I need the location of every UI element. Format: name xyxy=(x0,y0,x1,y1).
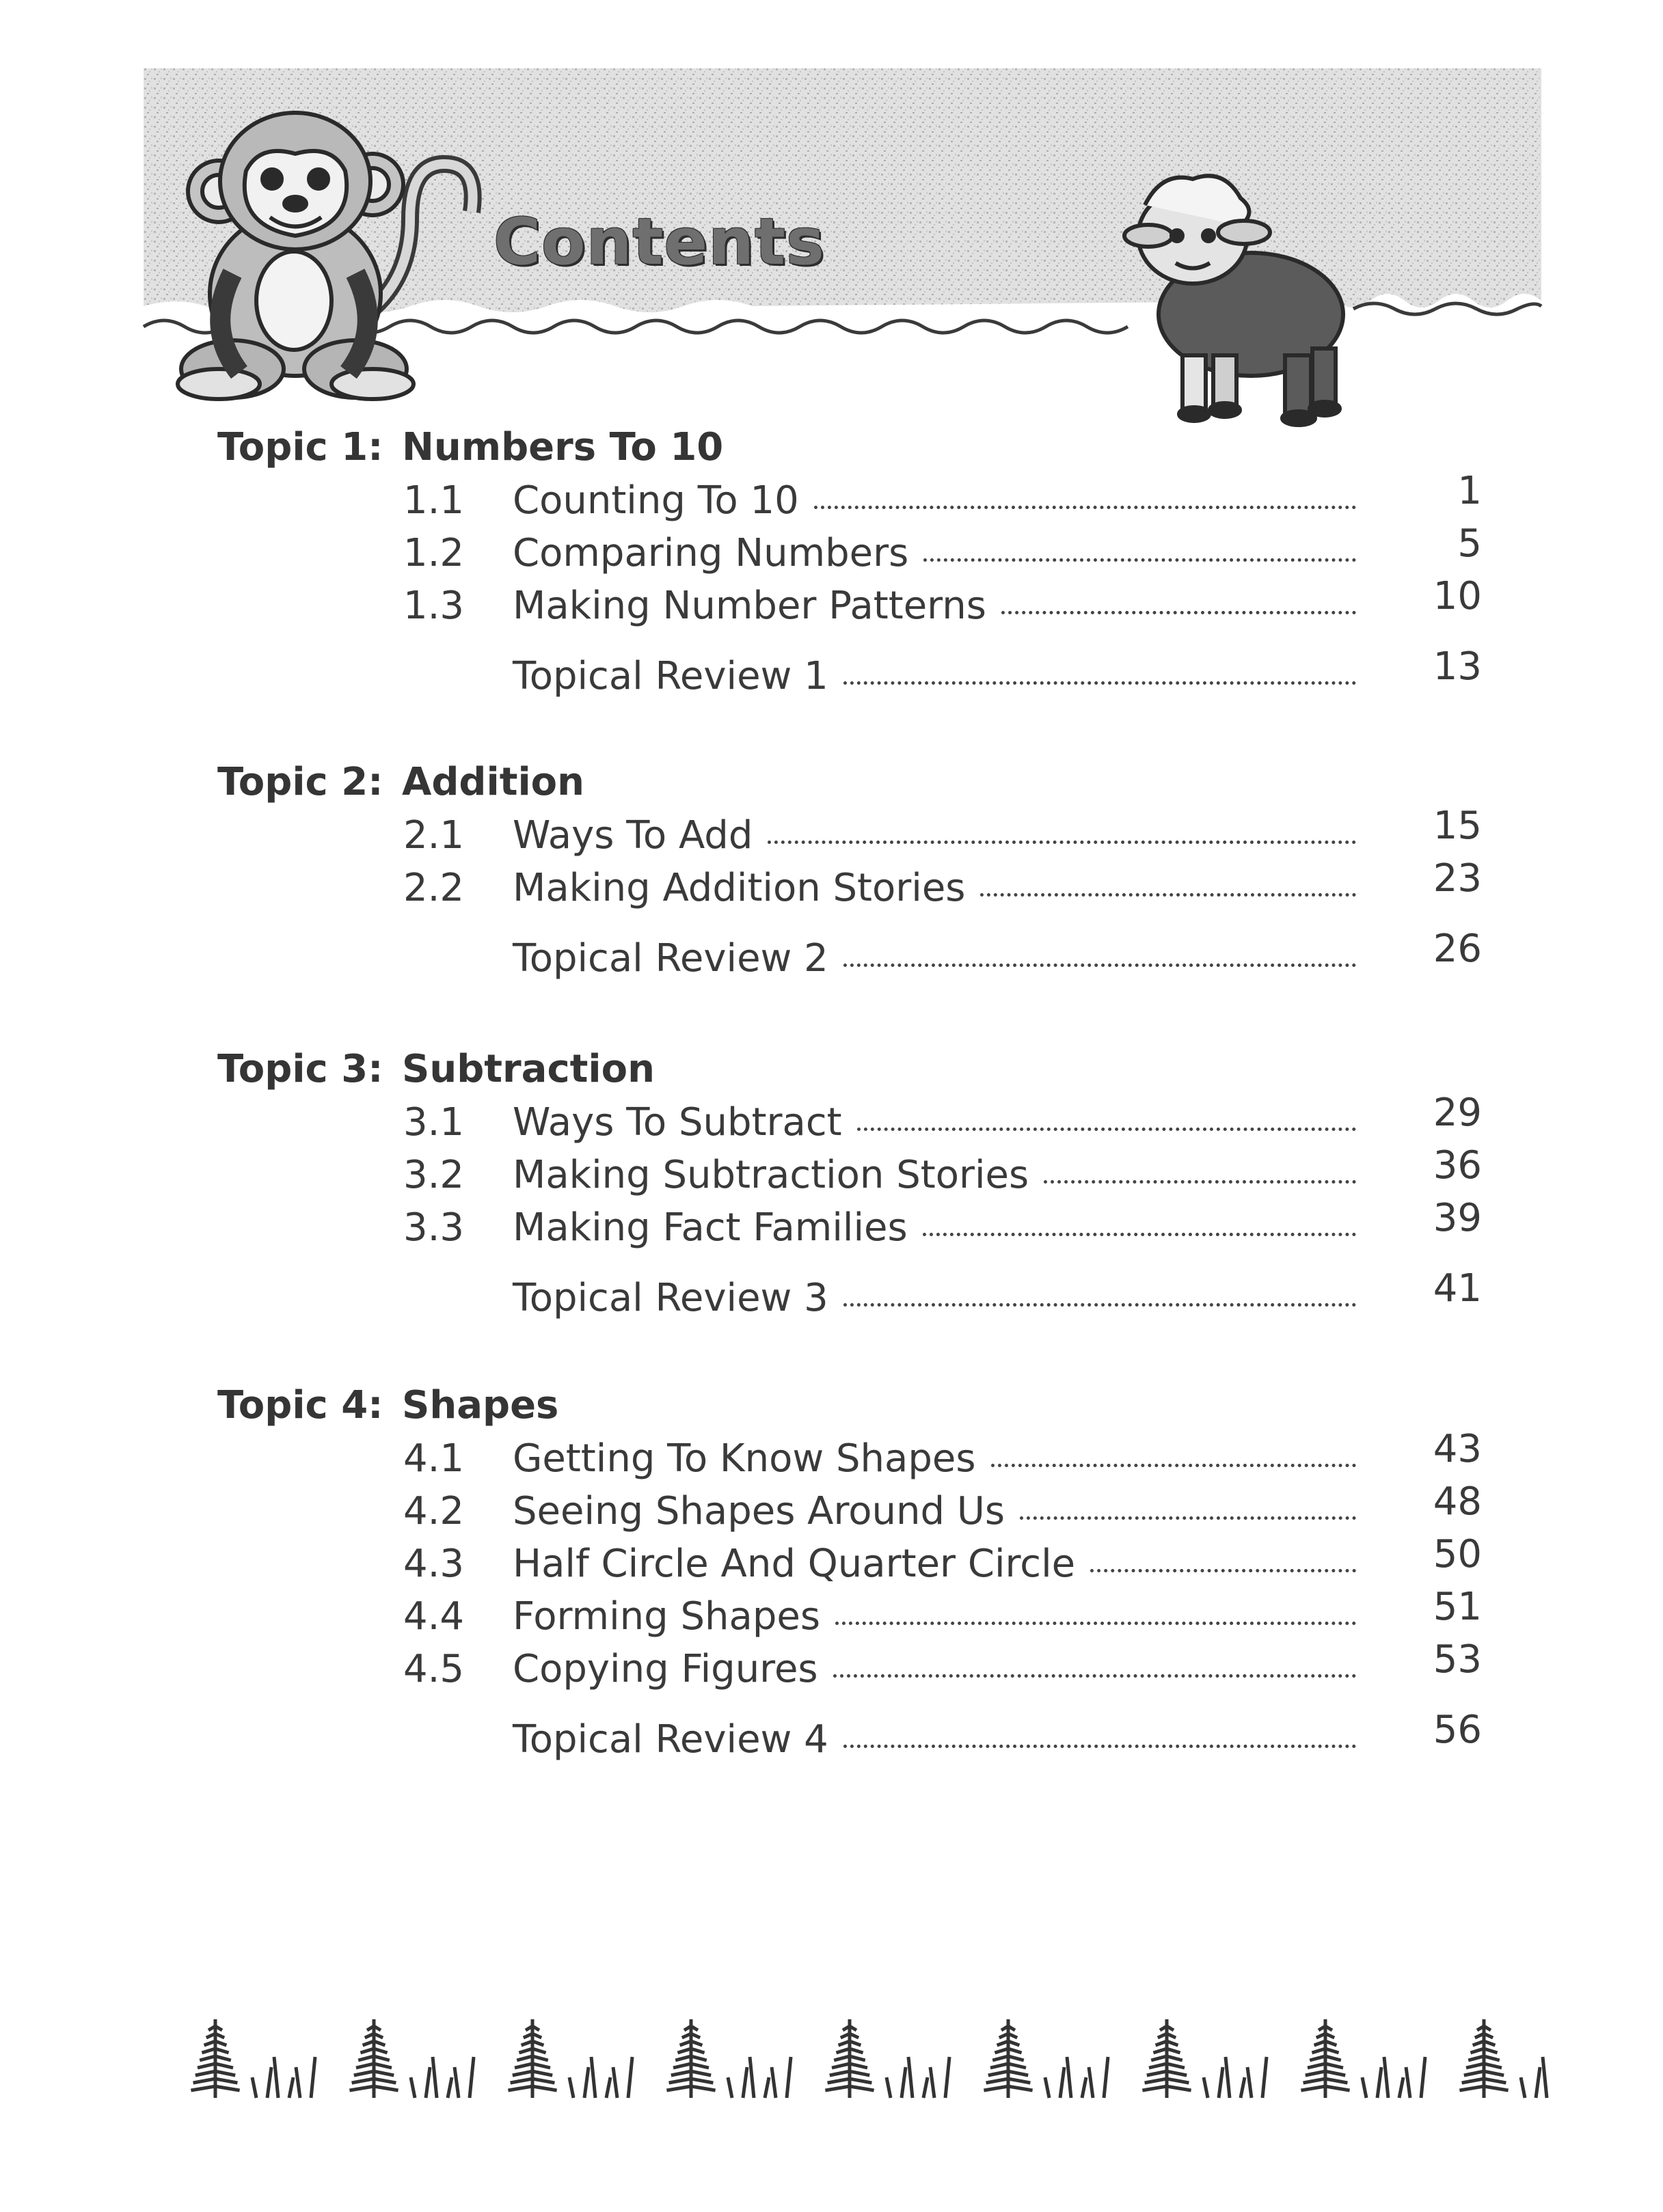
topic-4 xyxy=(217,1383,1482,1770)
topic-label: Topic 1: xyxy=(217,425,383,469)
entry-title: Making Addition Stories xyxy=(513,866,966,910)
entry-number: 3.3 xyxy=(403,1205,465,1250)
dot-leader xyxy=(843,1303,1356,1307)
grass-clump-icon xyxy=(1459,2019,1555,2098)
dot-leader xyxy=(1020,1516,1356,1520)
entry-page-number: 10 xyxy=(1433,574,1482,618)
grass-clump-icon xyxy=(825,2019,949,2098)
topical-review-entry[interactable] xyxy=(217,1266,1482,1328)
entry-title: Counting To 10 xyxy=(513,478,799,523)
entry-title: Ways To Subtract xyxy=(513,1100,842,1145)
grass-clump-icon xyxy=(349,2019,474,2098)
grass-clump-icon xyxy=(1142,2019,1267,2098)
entry-number: 1.1 xyxy=(403,478,465,523)
entry-number: 1.2 xyxy=(403,531,465,575)
dot-leader xyxy=(768,841,1356,844)
entry-page-number: 56 xyxy=(1433,1708,1482,1752)
entry-title: Topical Review 3 xyxy=(513,1276,828,1320)
toc-entry[interactable] xyxy=(217,1637,1482,1699)
topic-label: Topic 4: xyxy=(217,1383,383,1428)
entry-page-number: 41 xyxy=(1433,1266,1482,1311)
entry-page-number: 36 xyxy=(1433,1143,1482,1188)
topical-review-entry[interactable] xyxy=(217,1708,1482,1770)
dot-leader xyxy=(835,1622,1356,1625)
dot-leader xyxy=(923,1233,1356,1236)
entry-line xyxy=(513,1489,1360,1533)
entry-title: Making Fact Families xyxy=(513,1205,908,1250)
grass-border-svg xyxy=(147,2002,1555,2105)
entry-line xyxy=(513,531,1360,575)
grass-border-illustration xyxy=(147,2002,1555,2105)
dot-leader xyxy=(843,681,1356,685)
dot-leader xyxy=(843,964,1356,967)
entry-line xyxy=(513,1594,1360,1639)
toc-entry[interactable] xyxy=(217,521,1482,584)
entry-number: 2.1 xyxy=(403,813,465,858)
entry-number: 3.1 xyxy=(403,1100,465,1145)
topic-header xyxy=(217,760,1482,813)
grass-clump-icon xyxy=(984,2019,1108,2098)
toc-entry[interactable] xyxy=(217,1479,1482,1542)
entry-title: Ways To Add xyxy=(513,813,753,858)
topic-label: Topic 3: xyxy=(217,1047,383,1091)
entry-line xyxy=(513,1542,1360,1586)
topic-2 xyxy=(217,760,1482,989)
contents-header xyxy=(0,0,1663,437)
entry-page-number: 39 xyxy=(1433,1196,1482,1240)
entry-title: Copying Figures xyxy=(513,1647,818,1691)
toc-entry[interactable] xyxy=(217,469,1482,531)
entry-number: 4.3 xyxy=(403,1542,465,1586)
topical-review-entry[interactable] xyxy=(217,927,1482,989)
entry-title: Getting To Know Shapes xyxy=(513,1436,976,1481)
entry-line xyxy=(513,1100,1360,1145)
entry-page-number: 53 xyxy=(1433,1637,1482,1682)
entry-page-number: 51 xyxy=(1433,1585,1482,1629)
toc-entry[interactable] xyxy=(217,1532,1482,1594)
entry-title: Topical Review 4 xyxy=(513,1717,828,1762)
dot-leader xyxy=(1001,611,1356,614)
entry-line xyxy=(513,654,1360,698)
entry-number: 4.1 xyxy=(403,1436,465,1481)
toc-entry[interactable] xyxy=(217,1091,1482,1153)
header-banner-illustration xyxy=(0,0,1663,437)
grass-clump-icon xyxy=(508,2019,632,2098)
entry-number: 3.2 xyxy=(403,1153,465,1197)
entry-line xyxy=(513,866,1360,910)
toc-entry[interactable] xyxy=(217,574,1482,636)
entry-page-number: 43 xyxy=(1433,1427,1482,1471)
entry-page-number: 5 xyxy=(1457,521,1482,566)
dot-leader xyxy=(923,558,1356,562)
entry-line xyxy=(513,1647,1360,1691)
topical-review-entry[interactable] xyxy=(217,644,1482,707)
entry-page-number: 1 xyxy=(1457,469,1482,513)
toc-entry[interactable] xyxy=(217,1585,1482,1647)
dot-leader xyxy=(980,893,1356,897)
dot-leader xyxy=(991,1464,1356,1467)
entry-title: Topical Review 1 xyxy=(513,654,828,698)
entry-page-number: 13 xyxy=(1433,644,1482,689)
entry-number: 4.4 xyxy=(403,1594,465,1639)
entry-line xyxy=(513,1205,1360,1250)
topic-header xyxy=(217,1383,1482,1436)
entry-page-number: 48 xyxy=(1433,1479,1482,1524)
entry-line xyxy=(513,1276,1360,1320)
topic-3 xyxy=(217,1047,1482,1328)
entry-page-number: 29 xyxy=(1433,1091,1482,1135)
entry-title: Making Subtraction Stories xyxy=(513,1153,1029,1197)
entry-line xyxy=(513,936,1360,981)
entry-line xyxy=(513,1717,1360,1762)
topic-header xyxy=(217,1047,1482,1100)
entry-page-number: 50 xyxy=(1433,1532,1482,1576)
toc-entry[interactable] xyxy=(217,856,1482,918)
topic-header xyxy=(217,425,1482,478)
entry-page-number: 26 xyxy=(1433,927,1482,971)
dot-leader xyxy=(1090,1569,1356,1572)
toc-entry[interactable] xyxy=(217,1143,1482,1205)
entry-number: 1.3 xyxy=(403,584,465,628)
topic-label: Topic 2: xyxy=(217,760,383,804)
dot-leader xyxy=(843,1745,1356,1748)
entry-line xyxy=(513,1436,1360,1481)
grass-clump-icon xyxy=(1301,2019,1425,2098)
entry-line xyxy=(513,478,1360,523)
grass-clump-icon xyxy=(191,2019,315,2098)
entry-number: 2.2 xyxy=(403,866,465,910)
dot-leader xyxy=(857,1128,1356,1131)
toc-entry[interactable] xyxy=(217,1427,1482,1489)
topic-title: Shapes xyxy=(402,1383,559,1428)
dot-leader xyxy=(1044,1180,1356,1184)
entry-title: Topical Review 2 xyxy=(513,936,828,981)
toc-entry[interactable] xyxy=(217,1196,1482,1258)
topic-title: Subtraction xyxy=(402,1047,655,1091)
entry-page-number: 15 xyxy=(1433,804,1482,848)
toc-entry[interactable] xyxy=(217,804,1482,866)
page-title: Contents xyxy=(494,205,825,279)
topic-title: Addition xyxy=(402,760,585,804)
entry-title: Forming Shapes xyxy=(513,1594,820,1639)
dot-leader xyxy=(814,506,1356,509)
grass-clump-icon xyxy=(666,2019,791,2098)
entry-line xyxy=(513,813,1360,858)
topic-1 xyxy=(217,425,1482,707)
entry-title: Half Circle And Quarter Circle xyxy=(513,1542,1076,1586)
entry-page-number: 23 xyxy=(1433,856,1482,901)
entry-line xyxy=(513,584,1360,628)
entry-number: 4.5 xyxy=(403,1647,465,1691)
entry-title: Comparing Numbers xyxy=(513,531,909,575)
entry-title: Making Number Patterns xyxy=(513,584,986,628)
entry-title: Seeing Shapes Around Us xyxy=(513,1489,1005,1533)
entry-line xyxy=(513,1153,1360,1197)
entry-number: 4.2 xyxy=(403,1489,465,1533)
topic-title: Numbers To 10 xyxy=(402,425,724,469)
dot-leader xyxy=(833,1674,1356,1678)
